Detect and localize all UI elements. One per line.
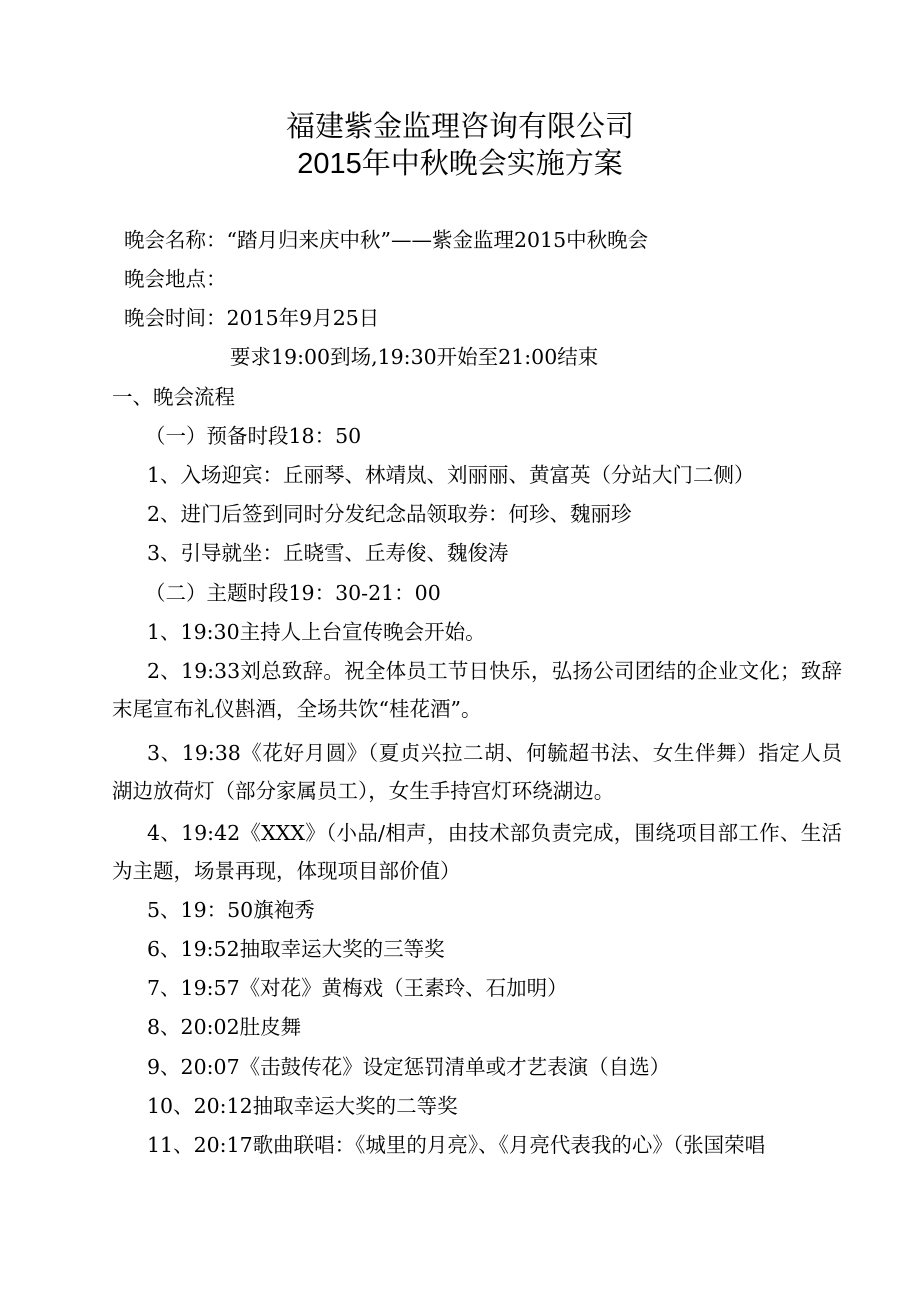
- section-heading-program: 一、晚会流程: [112, 385, 235, 409]
- part-heading-preparation: （一）预备时段18：50: [145, 424, 362, 448]
- list-item: 11、20:17歌曲联唱：《城里的月亮》、《月亮代表我的心》（张国荣唱: [147, 1133, 766, 1157]
- list-item: 10、20:12抽取幸运大奖的二等奖: [147, 1094, 458, 1118]
- info-time: 晚会时间：2015年9月25日: [124, 306, 380, 330]
- info-venue: 晚会地点：: [124, 267, 227, 291]
- part-heading-main: （二）主题时段19：30-21：00: [145, 581, 441, 605]
- list-item: 2、19:33刘总致辞。祝全体员工节日快乐，弘扬公司团结的企业文化；致辞末尾宣布礼仪斟酒，全场共饮“桂花酒”。: [112, 659, 842, 721]
- list-item: 1、入场迎宾：丘丽琴、林靖岚、刘丽丽、黄富英（分站大门二侧）: [147, 463, 755, 487]
- list-item: 4、19:42《XXX》（小品/相声，由技术部负责完成，围绕项目部工作、生活为主题，场景再现，体现项目部价值）: [112, 821, 842, 883]
- list-item: 3、19:38《花好月圆》（夏贞兴拉二胡、何毓超书法、女生伴舞）指定人员湖边放荷灯（部分家属员工），女生手持宫灯环绕湖边。: [112, 741, 842, 803]
- list-item: 8、20:02肚皮舞: [147, 1015, 302, 1039]
- list-item: 7、19:57《对花》黄梅戏（王素玲、石加明）: [147, 976, 568, 1000]
- list-item: 6、19:52抽取幸运大奖的三等奖: [147, 937, 445, 961]
- document-title-company: 福建紫金监理咨询有限公司: [285, 109, 634, 143]
- info-time-requirement: 要求19:00到场,19:30开始至21:00结束: [230, 345, 599, 369]
- list-item: 3、引导就坐：丘晓雪、丘寿俊、魏俊涛: [147, 541, 509, 565]
- document-title-event: 2015年中秋晚会实施方案: [297, 148, 623, 180]
- list-item: 5、19：50旗袍秀: [147, 898, 315, 922]
- list-item: 2、进门后签到同时分发纪念品领取券：何珍、魏丽珍: [147, 502, 632, 526]
- list-item: 9、20:07《击鼓传花》设定惩罚清单或才艺表演（自选）: [147, 1055, 671, 1079]
- list-item: 1、19:30主持人上台宣传晚会开始。: [147, 620, 486, 644]
- info-event-name: 晚会名称：“踏月归来庆中秋”——紫金监理2015中秋晚会: [124, 228, 649, 252]
